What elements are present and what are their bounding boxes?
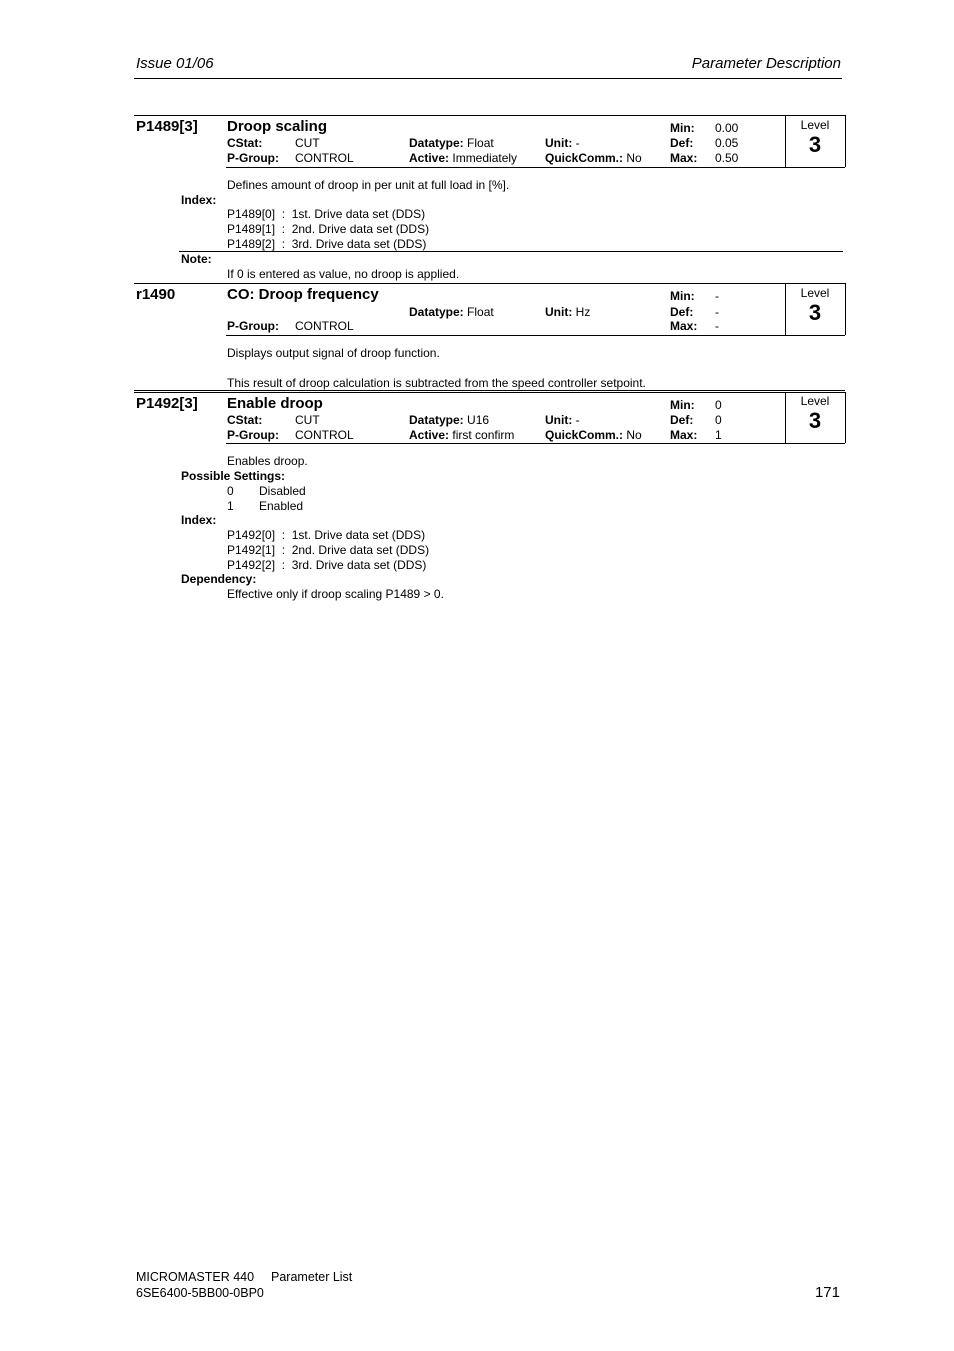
def-value: 0.05: [715, 136, 739, 150]
level-label: Level: [800, 286, 830, 300]
pgroup-value: CONTROL: [295, 319, 354, 333]
cstat-value: CUT: [295, 413, 320, 427]
param-description: Displays output signal of droop function.: [227, 346, 440, 360]
param-name: Enable droop: [227, 395, 323, 412]
quickcomm-value: No: [626, 151, 642, 165]
setting-text: Enabled: [259, 499, 304, 513]
note-label: Note:: [181, 252, 212, 266]
header-rule: [134, 78, 842, 79]
min-label: Min:: [670, 289, 695, 303]
level-value: 3: [808, 300, 822, 325]
pgroup-label: P-Group:: [227, 319, 279, 333]
quickcomm-value: No: [626, 428, 642, 442]
param-name: CO: Droop frequency: [227, 286, 379, 303]
index-item: P1489[2] : 3rd. Drive data set (DDS): [227, 237, 427, 251]
datatype-label: Datatype:: [409, 413, 464, 427]
datatype-label: Datatype:: [409, 305, 464, 319]
param-id: P1492[3]: [136, 395, 198, 412]
param-id: r1490: [136, 286, 176, 303]
level-label: Level: [800, 394, 830, 408]
unit-label: Unit:: [545, 413, 573, 427]
note-rule: [179, 251, 843, 252]
max-value: -: [715, 319, 719, 333]
quickcomm-label: QuickComm.:: [545, 151, 624, 165]
unit-value: Hz: [575, 305, 591, 319]
param-top-rule: [134, 283, 845, 284]
level-value: 3: [808, 132, 822, 157]
param-description-2: This result of droop calculation is subtracted from the speed controller setpoint.: [227, 376, 646, 390]
max-value: 1: [715, 428, 722, 442]
min-label: Min:: [670, 398, 695, 412]
level-box-right: [845, 115, 846, 167]
datatype-label: Datatype:: [409, 136, 464, 150]
max-label: Max:: [670, 428, 698, 442]
active-value: first confirm: [452, 428, 515, 442]
param-separator-rule: [134, 390, 845, 391]
index-item: P1489[1] : 2nd. Drive data set (DDS): [227, 222, 430, 236]
settings-label: Possible Settings:: [181, 469, 286, 483]
param-name: Droop scaling: [227, 118, 328, 135]
header-issue: Issue 01/06: [136, 55, 214, 72]
param-bottom-rule: [226, 167, 845, 168]
def-label: Def:: [670, 413, 694, 427]
datatype-field: [409, 413, 489, 427]
setting-text: Disabled: [259, 484, 306, 498]
page-number: 171: [814, 1284, 840, 1301]
unit-label: Unit:: [545, 136, 573, 150]
dependency-label: Dependency:: [181, 572, 257, 586]
index-item: P1489[0] : 1st. Drive data set (DDS): [227, 207, 426, 221]
datatype-field: [409, 305, 494, 319]
index-label: Index:: [181, 513, 217, 527]
datatype-value: Float: [467, 305, 494, 319]
def-value: -: [715, 305, 719, 319]
min-value: 0.00: [715, 121, 739, 135]
active-label: Active:: [409, 428, 450, 442]
max-label: Max:: [670, 319, 698, 333]
pgroup-label: P-Group:: [227, 428, 279, 442]
pgroup-label: P-Group:: [227, 151, 279, 165]
active-value: Immediately: [452, 151, 518, 165]
cstat-label: CStat:: [227, 413, 263, 427]
def-label: Def:: [670, 136, 694, 150]
min-label: Min:: [670, 121, 695, 135]
unit-field: [545, 305, 590, 319]
param-bottom-rule: [226, 335, 845, 336]
footer-doc: Parameter List: [271, 1270, 353, 1284]
max-label: Max:: [670, 151, 698, 165]
active-field: [409, 151, 517, 165]
param-id: P1489[3]: [136, 118, 198, 135]
datatype-field: [409, 136, 494, 150]
def-value: 0: [715, 413, 722, 427]
active-field: [409, 428, 514, 442]
pgroup-value: CONTROL: [295, 428, 354, 442]
index-item: P1492[1] : 2nd. Drive data set (DDS): [227, 543, 430, 557]
datatype-value: U16: [467, 413, 490, 427]
level-value: 3: [808, 408, 822, 433]
param-top-rule: [134, 115, 845, 116]
unit-field: [545, 413, 580, 427]
index-item: P1492[2] : 3rd. Drive data set (DDS): [227, 558, 427, 572]
param-description: Defines amount of droop in per unit at full load in [%].: [227, 178, 510, 192]
dependency-text: Effective only if droop scaling P1489 > 0.: [227, 587, 444, 601]
setting-value: 0: [227, 484, 234, 498]
datatype-value: Float: [467, 136, 494, 150]
level-box-right: [845, 392, 846, 443]
footer-product: MICROMASTER 440: [136, 1270, 255, 1284]
active-label: Active:: [409, 151, 450, 165]
level-box-right: [845, 283, 846, 335]
setting-value: 1: [227, 499, 234, 513]
unit-value: -: [575, 136, 580, 150]
min-value: 0: [715, 398, 722, 412]
footer-order-number: 6SE6400-5BB00-0BP0: [136, 1286, 264, 1300]
unit-label: Unit:: [545, 305, 573, 319]
header-section-title: Parameter Description: [691, 55, 841, 72]
quickcomm-field: [545, 428, 642, 442]
def-label: Def:: [670, 305, 694, 319]
unit-value: -: [575, 413, 580, 427]
quickcomm-label: QuickComm.:: [545, 428, 624, 442]
cstat-value: CUT: [295, 136, 320, 150]
quickcomm-field: [545, 151, 642, 165]
note-text: If 0 is entered as value, no droop is applied.: [227, 267, 460, 281]
min-value: -: [715, 289, 719, 303]
index-label: Index:: [181, 193, 217, 207]
pgroup-value: CONTROL: [295, 151, 354, 165]
max-value: 0.50: [715, 151, 739, 165]
param-description: Enables droop.: [227, 454, 308, 468]
level-label: Level: [800, 118, 830, 132]
index-item: P1492[0] : 1st. Drive data set (DDS): [227, 528, 426, 542]
param-bottom-rule: [226, 443, 845, 444]
cstat-label: CStat:: [227, 136, 263, 150]
param-top-rule: [134, 392, 845, 393]
unit-field: [545, 136, 580, 150]
